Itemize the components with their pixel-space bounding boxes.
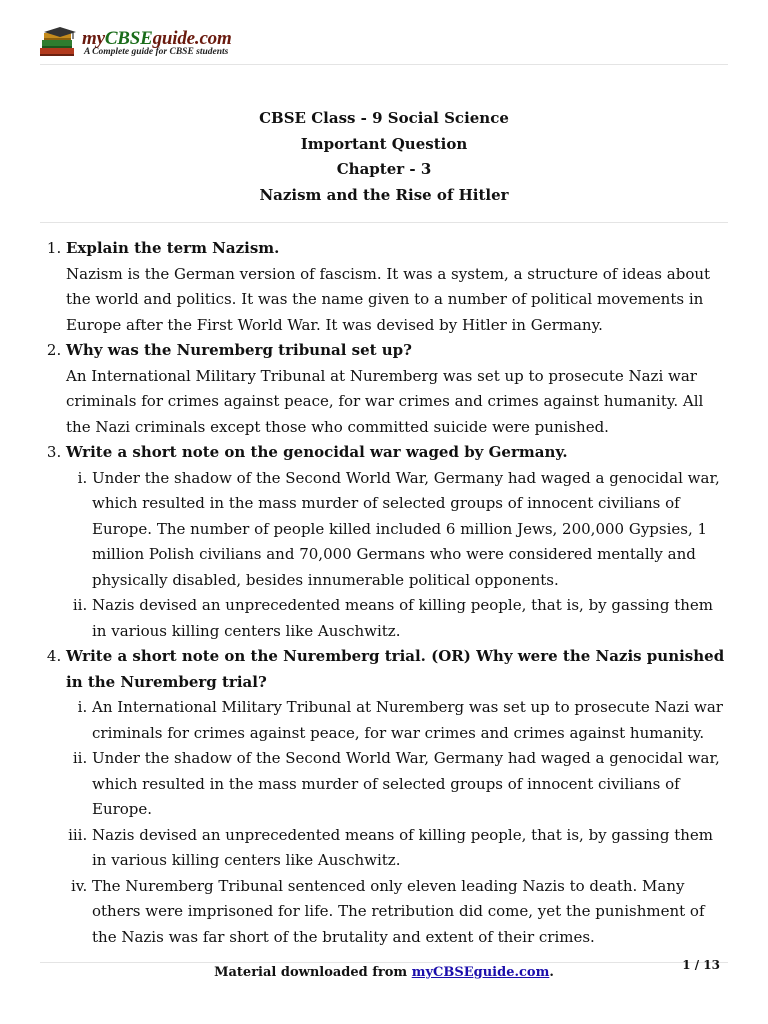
question-text: 4. Write a short note on the Nuremberg trial. (OR) Why were the Nazis punished in the Nuremberg trial? bbox=[66, 647, 725, 691]
answer-point: i. An International Military Tribunal at Nuremberg was set up to prosecute Nazi war criminals for crimes against peace, for war crimes and crimes against humanity. bbox=[92, 695, 730, 746]
question-item bbox=[66, 644, 730, 950]
question-item bbox=[66, 338, 730, 440]
title-line-1: CBSE Class - 9 Social Science bbox=[259, 109, 509, 127]
question-list bbox=[40, 236, 730, 950]
footer-credit: Material downloaded from myCBSEguide.com. bbox=[214, 965, 554, 980]
title-line-3: Chapter - 3 bbox=[336, 160, 432, 178]
title-line-2: Important Question bbox=[300, 134, 468, 153]
answer-point: ii. Nazis devised an unprecedented means of killing people, that is, by gassing them in various killing centers like Auschwitz. bbox=[92, 593, 730, 644]
answer-point: iii. Nazis devised an unprecedented means of killing people, that is, by gassing them in various killing centers like Auschwitz. bbox=[92, 823, 730, 874]
footer-link[interactable]: myCBSEguide.com bbox=[411, 965, 550, 980]
answer-point: iv. The Nuremberg Tribunal sentenced only eleven leading Nazis to death. Many others were imprisoned for life. The retribution did come, yet the punishment of the Nazis was far short of the brutality and extent of their crimes. bbox=[92, 874, 730, 951]
site-header bbox=[38, 26, 268, 62]
page-footer bbox=[40, 958, 728, 980]
brand-tagline: A Complete guide for CBSE students bbox=[84, 47, 229, 57]
answer-points bbox=[66, 466, 730, 645]
answer-text: An International Military Tribunal at Nuremberg was set up to prosecute Nazi war criminals for crimes against peace, for war crimes and crimes against humanity. All the Nazi criminals except those who committed suicide were punished. bbox=[66, 366, 704, 436]
question-item bbox=[66, 236, 730, 338]
answer-point: ii. Under the shadow of the Second World War, Germany had waged a genocidal war, which resulted in the mass murder of selected groups of innocent civilians of Europe. bbox=[92, 746, 730, 823]
answer-points bbox=[66, 695, 730, 950]
page-number: 1 / 13 bbox=[682, 958, 720, 972]
question-item bbox=[66, 440, 730, 644]
header-divider bbox=[40, 64, 728, 65]
question-text: 1. Explain the term Nazism. bbox=[66, 239, 280, 257]
books-stack-icon bbox=[38, 26, 78, 60]
answer-text: Nazism is the German version of fascism. It was a system, a structure of ideas about the world and politics. It was the name given to a number of political movements in Europe after the First World War. It was devised by Hitler in Germany. bbox=[66, 264, 711, 334]
question-text: 3. Write a short note on the genocidal war waged by Germany. bbox=[66, 443, 568, 461]
title-divider bbox=[40, 222, 728, 223]
answer-point: i. Under the shadow of the Second World War, Germany had waged a genocidal war, which resulted in the mass murder of selected groups of innocent civilians of Europe. The number of people killed included 6 million Jews, 200,000 Gypsies, 1 million Polish civilians and 70,000 Germans who were considered mentally and physically disabled, besides innumerable political opponents. bbox=[92, 466, 730, 594]
document-title bbox=[40, 106, 728, 208]
brand-name: myCBSEguide.com bbox=[82, 28, 232, 49]
question-text: 2. Why was the Nuremberg tribunal set up? bbox=[66, 341, 412, 359]
title-line-4: Nazism and the Rise of Hitler bbox=[259, 185, 509, 204]
